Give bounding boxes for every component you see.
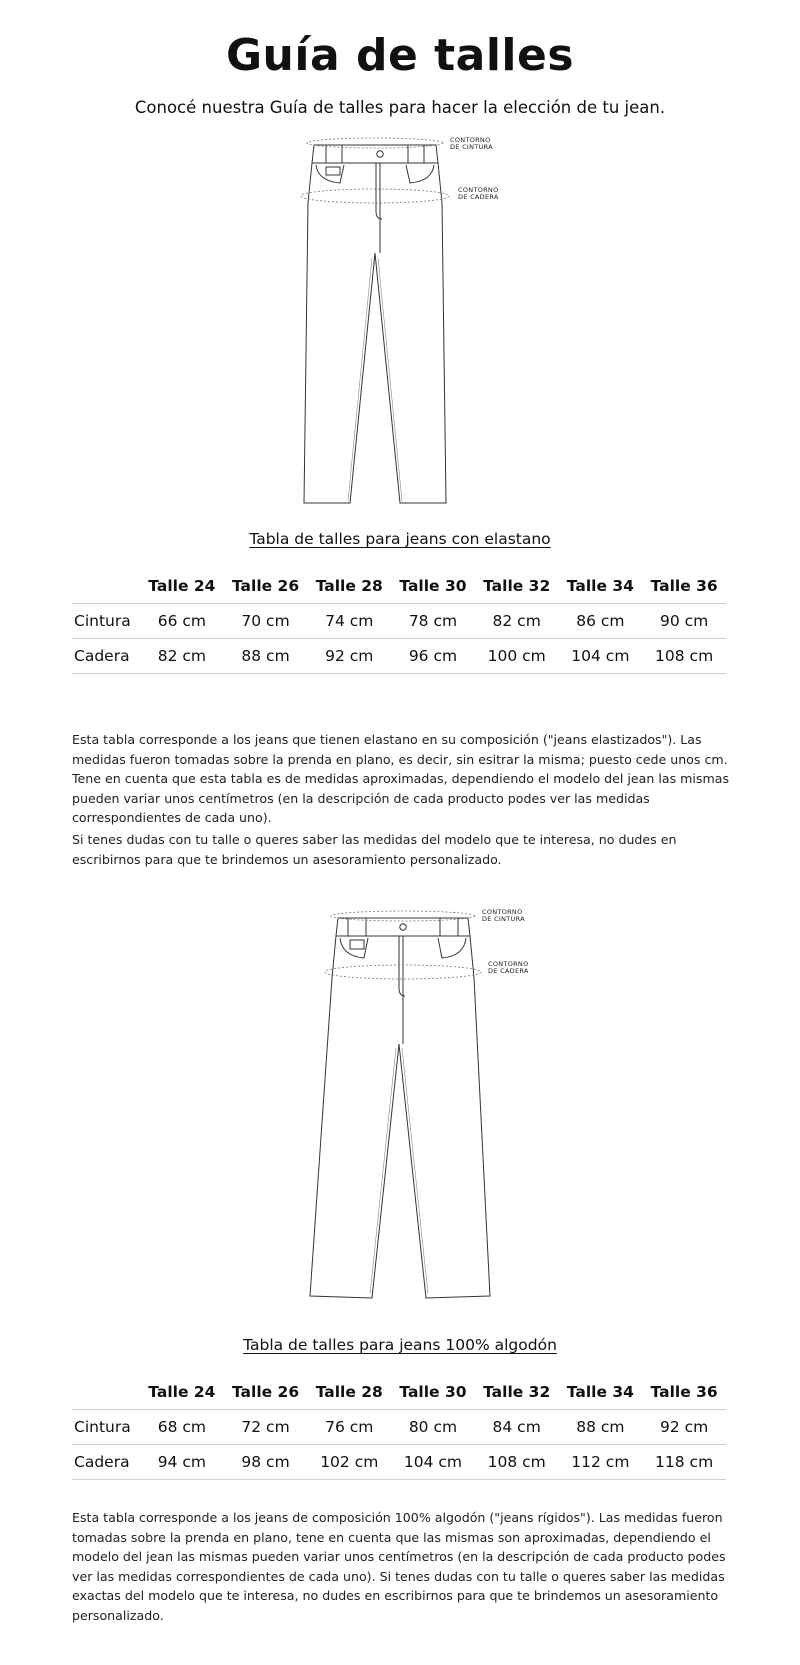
column-header: Talle 24	[148, 1382, 216, 1401]
table-cell: 70 cm	[224, 603, 308, 638]
table-cell: 88 cm	[559, 1409, 643, 1444]
table-cell: 108 cm	[475, 1444, 559, 1479]
waist-label-line2: DE CINTURA	[482, 915, 525, 923]
column-header: Talle 24	[148, 576, 216, 595]
column-header: Talle 28	[315, 1382, 383, 1401]
table-cell: 112 cm	[559, 1444, 643, 1479]
description-cotton: Esta tabla corresponde a los jeans de composición 100% algodón ("jeans rígidos"). Las medidas fueron tomadas sobre la prenda en plano, tene en cuenta que las mismas son aproximadas, dependiendo el modelo del jean las mismas pueden variar unos centímetros (en la descripción de cada producto podes ver las medidas correspondientes de cada uno). Si tenes dudas con tu talle o queres saber las medidas exactas del modelo que te interesa, no dudes en escribirnos para que te brindemos un asesoramiento personalizado.	[72, 1510, 726, 1623]
column-header: Talle 28	[315, 576, 383, 595]
table-cell: 100 cm	[475, 638, 559, 673]
table-cell: 92 cm	[642, 1409, 726, 1444]
table-header-row	[72, 1375, 726, 1409]
column-header: Talle 34	[566, 576, 634, 595]
hip-label-line1: CONTORNO	[458, 186, 499, 194]
waist-label-line1: CONTORNO	[482, 908, 523, 916]
page-title: Guía de talles	[225, 30, 575, 81]
size-table-cotton	[72, 1375, 726, 1480]
jeans-illustration	[290, 906, 550, 1301]
table-row-cintura	[72, 603, 726, 638]
row-label: Cadera	[72, 638, 140, 673]
column-header: Talle 30	[399, 1382, 467, 1401]
table-title-elastane: Tabla de talles para jeans con elastano	[249, 530, 551, 548]
table-row-cintura	[72, 1409, 726, 1444]
column-header: Talle 36	[650, 1382, 718, 1401]
page-subtitle: Conocé nuestra Guía de talles para hacer la elección de tu jean.	[134, 98, 666, 117]
column-header: Talle 34	[566, 1382, 634, 1401]
table-row-cadera	[72, 638, 726, 673]
row-label: Cintura	[72, 603, 140, 638]
table-cell: 102 cm	[307, 1444, 391, 1479]
column-header: Talle 32	[483, 576, 551, 595]
hip-label-line2: DE CADERA	[458, 193, 499, 201]
size-table-elastane	[72, 569, 726, 674]
jeans-diagram-cotton	[290, 906, 530, 1301]
table-cell: 90 cm	[642, 603, 726, 638]
jeans-illustration	[300, 133, 540, 508]
table-cell: 80 cm	[391, 1409, 475, 1444]
table-cell: 72 cm	[224, 1409, 308, 1444]
table-cell: 82 cm	[475, 603, 559, 638]
waist-label-line1: CONTORNO	[450, 136, 491, 144]
table-cell: 74 cm	[307, 603, 391, 638]
column-header: Talle 26	[231, 1382, 300, 1401]
table-cell: 104 cm	[559, 638, 643, 673]
table-cell: 78 cm	[391, 603, 475, 638]
table-cell: 86 cm	[559, 603, 643, 638]
column-header: Talle 36	[650, 576, 718, 595]
table-row-cadera	[72, 1444, 726, 1479]
table-cell: 104 cm	[391, 1444, 475, 1479]
table-cell: 82 cm	[140, 638, 224, 673]
table-cell: 108 cm	[642, 638, 726, 673]
column-header: Talle 32	[483, 1382, 551, 1401]
waist-label-line2: DE CINTURA	[450, 143, 493, 151]
hip-label-line2: DE CADERA	[488, 967, 529, 975]
description-elastane-2: Si tenes dudas con tu talle o queres saber las medidas del modelo que te interesa, no dudes en escribirnos para que te brindemos un asesoramiento personalizado.	[72, 832, 677, 867]
column-header: Talle 30	[399, 576, 467, 595]
hip-label-line1: CONTORNO	[488, 960, 529, 968]
table-title-cotton: Tabla de talles para jeans 100% algodón	[243, 1336, 557, 1354]
column-header: Talle 26	[231, 576, 300, 595]
table-corner	[72, 1375, 140, 1409]
table-cell: 98 cm	[224, 1444, 308, 1479]
table-cell: 118 cm	[642, 1444, 726, 1479]
table-cell: 92 cm	[307, 638, 391, 673]
table-cell: 96 cm	[391, 638, 475, 673]
table-header-row	[72, 569, 726, 603]
table-cell: 88 cm	[224, 638, 308, 673]
table-corner	[72, 569, 140, 603]
table-cell: 94 cm	[140, 1444, 224, 1479]
row-label: Cintura	[72, 1409, 140, 1444]
row-label: Cadera	[72, 1444, 140, 1479]
table-cell: 84 cm	[475, 1409, 559, 1444]
jeans-diagram-elastane	[300, 133, 540, 508]
table-cell: 76 cm	[307, 1409, 391, 1444]
table-cell: 68 cm	[140, 1409, 224, 1444]
table-cell: 66 cm	[140, 603, 224, 638]
description-elastane-1: Esta tabla corresponde a los jeans que tienen elastano en su composición ("jeans elastizados"). Las medidas fueron tomadas sobre la prenda en plano, es decir, sin esitrar la misma; puesto cede unos cm. Tene en cuenta que esta tabla es de medidas aproximadas, dependiendo el modelo del jean las mismas pueden variar unos centímetros (en la descripción de cada producto podes ver las medidas correspondientes de cada uno).	[72, 732, 730, 825]
